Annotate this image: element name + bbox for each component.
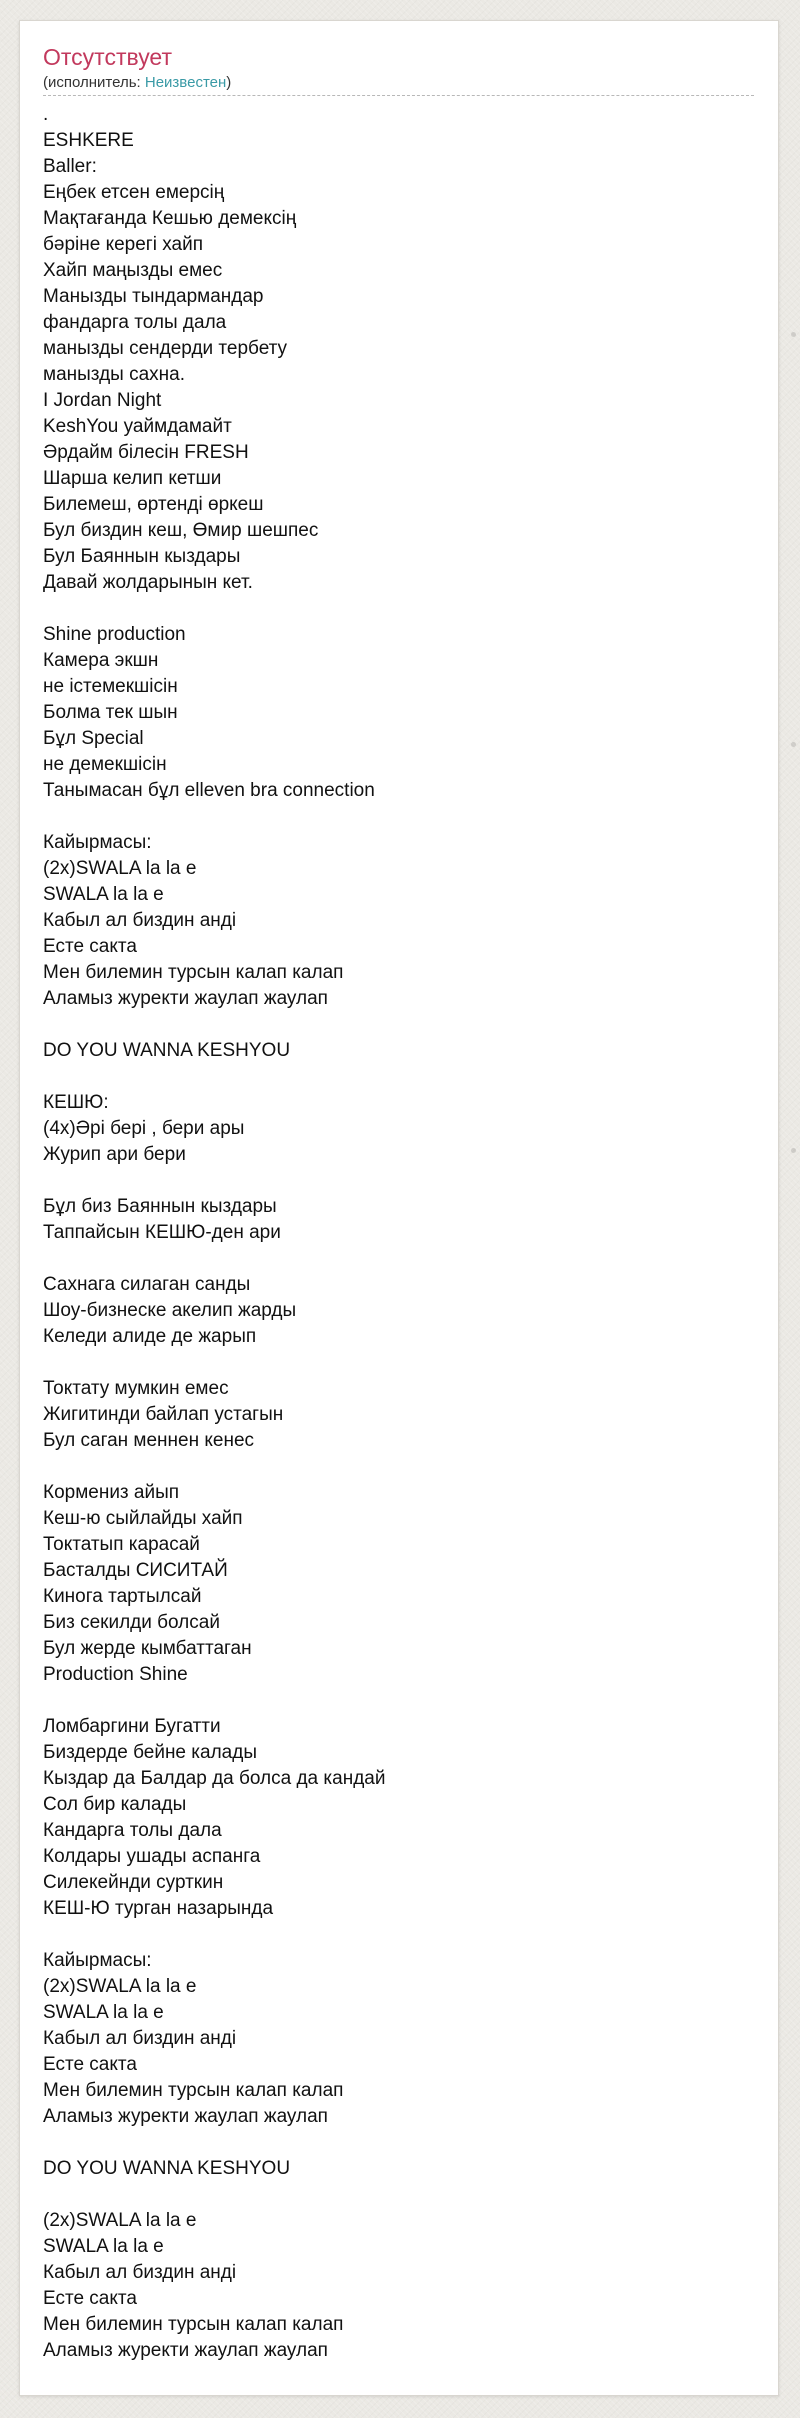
lyrics-line: Шарша келип кетши [43,468,222,489]
lyrics-line: Шоу-бизнеске акелип жарды [43,1300,297,1321]
lyrics-line: Бұл биз Баяннын кыздары [43,1196,277,1217]
lyrics-line: Биз секилди болсай [43,1612,220,1633]
lyrics-line: SWALA la la e [43,2236,164,2257]
lyrics-line: Токтатып карасай [43,1534,200,1555]
lyrics-line: Кинога тартылсай [43,1586,202,1607]
lyrics-line: Манызды тындармандар [43,286,264,307]
lyrics-line: Билемеш, өртенді өркеш [43,494,264,515]
artist-prefix: (исполнитель: [43,74,145,91]
lyrics-line: Мен билемин турсын калап калап [43,962,344,983]
scroll-marker-icon [791,332,796,337]
lyrics-line: . [43,104,49,125]
lyrics-line: Бул биздин кеш, Өмир шешпес [43,520,319,541]
lyrics-blank-line [43,804,754,830]
scroll-marker-icon [791,1148,796,1153]
lyrics-line: Есте сакта [43,936,137,957]
lyrics-card [19,20,779,2396]
lyrics-line: КЕШ-Ю турган назарында [43,1898,274,1919]
lyrics-blank-line [43,2130,754,2156]
lyrics-line: Журип ари бери [43,1144,186,1165]
lyrics-blank-line [43,2182,754,2208]
lyrics-line: Аламыз журекти жаулап жаулап [43,2106,328,2127]
lyrics-line: DO YOU WANNA KESHYOU [43,2158,291,2179]
lyrics-line: Кайырмасы: [43,832,152,853]
lyrics-line: Келеди алиде де жарып [43,1326,257,1347]
lyrics-line: КЕШЮ: [43,1092,109,1113]
lyrics-line: Бул саган меннен кенес [43,1430,255,1451]
lyrics-line: Бул Баяннын кыздары [43,546,241,567]
lyrics-blank-line [43,1454,754,1480]
lyrics-line: Әрдайм білесін FRESH [43,442,249,463]
lyrics-line: Аламыз журекти жаулап жаулап [43,988,328,1009]
lyrics-line: SWALA la la e [43,2002,164,2023]
lyrics-line: Давай жолдарынын кет. [43,572,253,593]
lyrics-line: Shine production [43,624,186,645]
lyrics-line: Кеш-ю сыйлайды хайп [43,1508,243,1529]
lyrics-line: Мақтағанда Кешью демексің [43,208,297,229]
song-title: Отсутствует [43,44,172,70]
lyrics-blank-line [43,1012,754,1038]
lyrics-line: Бұл Special [43,728,144,749]
lyrics-line: (2x)SWALA la la e [43,858,197,879]
lyrics-line: Токтату мумкин емес [43,1378,229,1399]
lyrics-line: Кабыл ал биздин анді [43,2028,237,2049]
lyrics-line: Кандарга толы дала [43,1820,222,1841]
lyrics-line: Есте сакта [43,2288,137,2309]
lyrics-line: Жигитинди байлап устагын [43,1404,284,1425]
lyrics-line: Аламыз журекти жаулап жаулап [43,2340,328,2361]
lyrics-line: SWALA la la e [43,884,164,905]
lyrics-line: Бул жерде кымбаттаган [43,1638,252,1659]
lyrics-line: бәріне керегі хайп [43,234,203,255]
lyrics-line: Басталды СИСИТАЙ [43,1560,228,1581]
lyrics-line: Болма тек шын [43,702,178,723]
scroll-marker-icon [791,742,796,747]
lyrics-line: Хайп маңызды емес [43,260,223,281]
lyrics-line: манызды сендерди тербету [43,338,288,359]
lyrics-line: Ломбаргини Бугатти [43,1716,221,1737]
lyrics-line: Кормениз айып [43,1482,180,1503]
lyrics-line: (4x)Әрі бері , бери ары [43,1118,245,1139]
lyrics-line: Мен билемин турсын калап калап [43,2314,344,2335]
lyrics-line: I Jordan Night [43,390,162,411]
lyrics-blank-line [43,1168,754,1194]
lyrics-line: Кыздар да Балдар да болса да кандай [43,1768,386,1789]
lyrics-line: Сол бир калады [43,1794,187,1815]
lyrics-line: KeshYou уаймдамайт [43,416,232,437]
lyrics-line: манызды сахна. [43,364,185,385]
lyrics-line: не демекшісін [43,754,167,775]
lyrics-body [43,102,754,2364]
lyrics-line: не істемекшісін [43,676,178,697]
lyrics-line: Есте сакта [43,2054,137,2075]
lyrics-line: Сахнага силаган санды [43,1274,251,1295]
lyrics-blank-line [43,596,754,622]
lyrics-line: Кабыл ал биздин анді [43,2262,237,2283]
lyrics-line: Силекейнди сурткин [43,1872,224,1893]
lyrics-line: Еңбек етсен емерсің [43,182,225,203]
lyrics-blank-line [43,1350,754,1376]
lyrics-line: Таппайсын КЕШЮ-ден ари [43,1222,281,1243]
lyrics-line: Baller: [43,156,97,177]
lyrics-line: Кабыл ал биздин анді [43,910,237,931]
lyrics-line: (2x)SWALA la la e [43,1976,197,1997]
lyrics-line: Мен билемин турсын калап калап [43,2080,344,2101]
lyrics-line: Камера экшн [43,650,159,671]
lyrics-blank-line [43,1246,754,1272]
lyrics-blank-line [43,1064,754,1090]
lyrics-line: ESHKERE [43,130,134,151]
lyrics-line: Биздерде бейне калады [43,1742,257,1763]
artist-line [43,73,754,96]
lyrics-line: Кайырмасы: [43,1950,152,1971]
lyrics-line: фандарга толы дала [43,312,227,333]
lyrics-line: Колдары ушады аспанга [43,1846,261,1867]
lyrics-line: Production Shine [43,1664,188,1685]
lyrics-line: (2x)SWALA la la e [43,2210,197,2231]
lyrics-blank-line [43,1922,754,1948]
lyrics-blank-line [43,1688,754,1714]
artist-link[interactable]: Неизвестен [144,74,227,91]
artist-suffix: ) [226,74,232,91]
lyrics-line: Танымасан бұл elleven bra connection [43,780,375,801]
lyrics-line: DO YOU WANNA KESHYOU [43,1040,291,1061]
